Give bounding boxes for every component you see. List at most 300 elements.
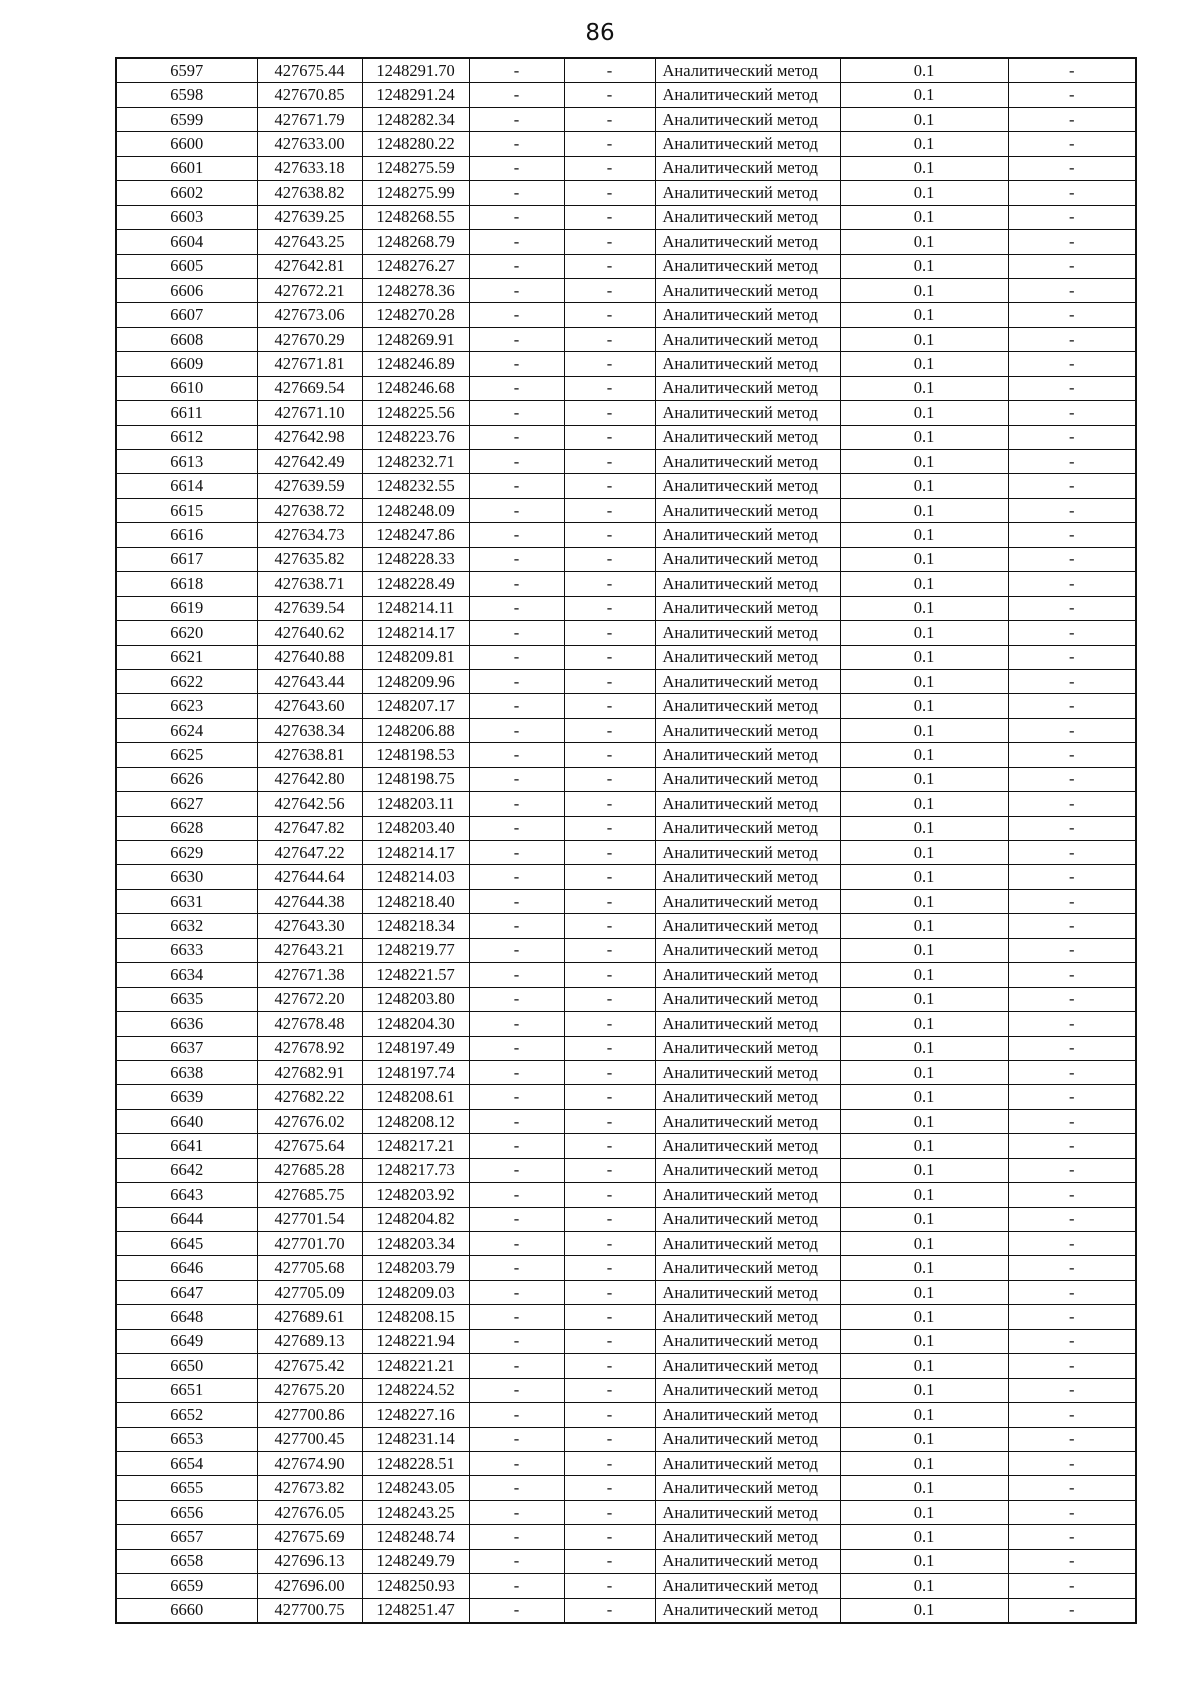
empty-value-cell: - [564, 938, 655, 962]
table-row [116, 743, 1136, 767]
x-coordinate-cell: 427678.92 [257, 1036, 362, 1060]
empty-value-cell: - [1008, 596, 1136, 620]
method-cell: Аналитический метод [655, 621, 840, 645]
y-coordinate-cell: 1248291.70 [362, 58, 469, 83]
method-cell: Аналитический метод [655, 278, 840, 302]
empty-value-cell: - [1008, 352, 1136, 376]
empty-value-cell: - [1008, 816, 1136, 840]
empty-value-cell: - [564, 230, 655, 254]
empty-value-cell: - [564, 254, 655, 278]
empty-value-cell: - [469, 1598, 564, 1623]
empty-value-cell: - [1008, 474, 1136, 498]
method-cell: Аналитический метод [655, 498, 840, 522]
point-number-cell: 6613 [116, 450, 257, 474]
x-coordinate-cell: 427643.60 [257, 694, 362, 718]
point-number-cell: 6660 [116, 1598, 257, 1623]
x-coordinate-cell: 427642.56 [257, 792, 362, 816]
x-coordinate-cell: 427696.13 [257, 1549, 362, 1573]
empty-value-cell: - [469, 1525, 564, 1549]
precision-cell: 0.1 [840, 841, 1008, 865]
y-coordinate-cell: 1248208.12 [362, 1109, 469, 1133]
method-cell: Аналитический метод [655, 327, 840, 351]
empty-value-cell: - [1008, 107, 1136, 131]
method-cell: Аналитический метод [655, 1280, 840, 1304]
precision-cell: 0.1 [840, 230, 1008, 254]
empty-value-cell: - [564, 572, 655, 596]
precision-cell: 0.1 [840, 938, 1008, 962]
point-number-cell: 6619 [116, 596, 257, 620]
method-cell: Аналитический метод [655, 889, 840, 913]
x-coordinate-cell: 427682.22 [257, 1085, 362, 1109]
x-coordinate-cell: 427647.82 [257, 816, 362, 840]
x-coordinate-cell: 427639.59 [257, 474, 362, 498]
point-number-cell: 6604 [116, 230, 257, 254]
point-number-cell: 6640 [116, 1109, 257, 1133]
empty-value-cell: - [1008, 425, 1136, 449]
method-cell: Аналитический метод [655, 401, 840, 425]
x-coordinate-cell: 427639.25 [257, 205, 362, 229]
empty-value-cell: - [564, 1183, 655, 1207]
table-row [116, 58, 1136, 83]
x-coordinate-cell: 427705.68 [257, 1256, 362, 1280]
x-coordinate-cell: 427638.71 [257, 572, 362, 596]
empty-value-cell: - [1008, 1354, 1136, 1378]
empty-value-cell: - [564, 792, 655, 816]
empty-value-cell: - [1008, 1232, 1136, 1256]
empty-value-cell: - [1008, 1256, 1136, 1280]
y-coordinate-cell: 1248249.79 [362, 1549, 469, 1573]
table-row [116, 1598, 1136, 1623]
empty-value-cell: - [1008, 1549, 1136, 1573]
precision-cell: 0.1 [840, 865, 1008, 889]
method-cell: Аналитический метод [655, 450, 840, 474]
table-row [116, 1134, 1136, 1158]
y-coordinate-cell: 1248218.34 [362, 914, 469, 938]
point-number-cell: 6645 [116, 1232, 257, 1256]
table-row [116, 1305, 1136, 1329]
precision-cell: 0.1 [840, 1476, 1008, 1500]
point-number-cell: 6602 [116, 181, 257, 205]
empty-value-cell: - [564, 205, 655, 229]
empty-value-cell: - [469, 1305, 564, 1329]
point-number-cell: 6635 [116, 987, 257, 1011]
precision-cell: 0.1 [840, 1305, 1008, 1329]
precision-cell: 0.1 [840, 1500, 1008, 1524]
y-coordinate-cell: 1248248.74 [362, 1525, 469, 1549]
empty-value-cell: - [1008, 1134, 1136, 1158]
table-row [116, 156, 1136, 180]
x-coordinate-cell: 427672.20 [257, 987, 362, 1011]
x-coordinate-cell: 427670.29 [257, 327, 362, 351]
table-row [116, 1256, 1136, 1280]
y-coordinate-cell: 1248206.88 [362, 718, 469, 742]
point-number-cell: 6659 [116, 1574, 257, 1598]
table-row [116, 914, 1136, 938]
empty-value-cell: - [469, 1500, 564, 1524]
precision-cell: 0.1 [840, 523, 1008, 547]
empty-value-cell: - [564, 865, 655, 889]
point-number-cell: 6651 [116, 1378, 257, 1402]
method-cell: Аналитический метод [655, 1500, 840, 1524]
y-coordinate-cell: 1248221.21 [362, 1354, 469, 1378]
x-coordinate-cell: 427678.48 [257, 1012, 362, 1036]
empty-value-cell: - [469, 327, 564, 351]
empty-value-cell: - [1008, 523, 1136, 547]
empty-value-cell: - [1008, 694, 1136, 718]
precision-cell: 0.1 [840, 303, 1008, 327]
precision-cell: 0.1 [840, 1354, 1008, 1378]
empty-value-cell: - [564, 1500, 655, 1524]
table-row [116, 1280, 1136, 1304]
empty-value-cell: - [564, 1256, 655, 1280]
precision-cell: 0.1 [840, 1280, 1008, 1304]
precision-cell: 0.1 [840, 889, 1008, 913]
point-number-cell: 6654 [116, 1451, 257, 1475]
method-cell: Аналитический метод [655, 938, 840, 962]
empty-value-cell: - [469, 498, 564, 522]
method-cell: Аналитический метод [655, 1305, 840, 1329]
point-number-cell: 6623 [116, 694, 257, 718]
table-row [116, 107, 1136, 131]
x-coordinate-cell: 427696.00 [257, 1574, 362, 1598]
method-cell: Аналитический метод [655, 107, 840, 131]
point-number-cell: 6626 [116, 767, 257, 791]
point-number-cell: 6598 [116, 83, 257, 107]
x-coordinate-cell: 427635.82 [257, 547, 362, 571]
empty-value-cell: - [1008, 1280, 1136, 1304]
y-coordinate-cell: 1248232.71 [362, 450, 469, 474]
method-cell: Аналитический метод [655, 352, 840, 376]
x-coordinate-cell: 427700.45 [257, 1427, 362, 1451]
y-coordinate-cell: 1248204.30 [362, 1012, 469, 1036]
empty-value-cell: - [564, 1451, 655, 1475]
empty-value-cell: - [469, 669, 564, 693]
empty-value-cell: - [469, 914, 564, 938]
y-coordinate-cell: 1248231.14 [362, 1427, 469, 1451]
empty-value-cell: - [1008, 767, 1136, 791]
table-row [116, 767, 1136, 791]
x-coordinate-cell: 427689.13 [257, 1329, 362, 1353]
point-number-cell: 6601 [116, 156, 257, 180]
y-coordinate-cell: 1248270.28 [362, 303, 469, 327]
precision-cell: 0.1 [840, 596, 1008, 620]
table-row [116, 1403, 1136, 1427]
point-number-cell: 6610 [116, 376, 257, 400]
method-cell: Аналитический метод [655, 58, 840, 83]
empty-value-cell: - [469, 523, 564, 547]
point-number-cell: 6631 [116, 889, 257, 913]
y-coordinate-cell: 1248217.73 [362, 1158, 469, 1182]
y-coordinate-cell: 1248198.53 [362, 743, 469, 767]
empty-value-cell: - [1008, 1109, 1136, 1133]
x-coordinate-cell: 427633.18 [257, 156, 362, 180]
method-cell: Аналитический метод [655, 303, 840, 327]
x-coordinate-cell: 427642.49 [257, 450, 362, 474]
method-cell: Аналитический метод [655, 1207, 840, 1231]
method-cell: Аналитический метод [655, 1574, 840, 1598]
empty-value-cell: - [469, 1158, 564, 1182]
point-number-cell: 6647 [116, 1280, 257, 1304]
empty-value-cell: - [469, 743, 564, 767]
empty-value-cell: - [469, 181, 564, 205]
empty-value-cell: - [469, 1427, 564, 1451]
y-coordinate-cell: 1248204.82 [362, 1207, 469, 1231]
empty-value-cell: - [564, 841, 655, 865]
point-number-cell: 6650 [116, 1354, 257, 1378]
empty-value-cell: - [469, 1549, 564, 1573]
y-coordinate-cell: 1248228.33 [362, 547, 469, 571]
method-cell: Аналитический метод [655, 547, 840, 571]
y-coordinate-cell: 1248203.34 [362, 1232, 469, 1256]
method-cell: Аналитический метод [655, 1036, 840, 1060]
table-row [116, 1500, 1136, 1524]
empty-value-cell: - [469, 1378, 564, 1402]
precision-cell: 0.1 [840, 743, 1008, 767]
empty-value-cell: - [469, 1109, 564, 1133]
empty-value-cell: - [1008, 132, 1136, 156]
y-coordinate-cell: 1248214.11 [362, 596, 469, 620]
method-cell: Аналитический метод [655, 1134, 840, 1158]
empty-value-cell: - [1008, 1476, 1136, 1500]
x-coordinate-cell: 427676.02 [257, 1109, 362, 1133]
y-coordinate-cell: 1248223.76 [362, 425, 469, 449]
empty-value-cell: - [564, 1012, 655, 1036]
empty-value-cell: - [1008, 58, 1136, 83]
x-coordinate-cell: 427675.20 [257, 1378, 362, 1402]
y-coordinate-cell: 1248268.55 [362, 205, 469, 229]
point-number-cell: 6639 [116, 1085, 257, 1109]
x-coordinate-cell: 427701.54 [257, 1207, 362, 1231]
method-cell: Аналитический метод [655, 1232, 840, 1256]
empty-value-cell: - [469, 792, 564, 816]
method-cell: Аналитический метод [655, 156, 840, 180]
y-coordinate-cell: 1248275.99 [362, 181, 469, 205]
empty-value-cell: - [1008, 914, 1136, 938]
empty-value-cell: - [564, 816, 655, 840]
table-row [116, 1451, 1136, 1475]
y-coordinate-cell: 1248197.49 [362, 1036, 469, 1060]
point-number-cell: 6625 [116, 743, 257, 767]
precision-cell: 0.1 [840, 1109, 1008, 1133]
empty-value-cell: - [1008, 889, 1136, 913]
method-cell: Аналитический метод [655, 718, 840, 742]
precision-cell: 0.1 [840, 1232, 1008, 1256]
y-coordinate-cell: 1248246.68 [362, 376, 469, 400]
method-cell: Аналитический метод [655, 645, 840, 669]
empty-value-cell: - [469, 156, 564, 180]
y-coordinate-cell: 1248214.17 [362, 621, 469, 645]
empty-value-cell: - [564, 1060, 655, 1084]
point-number-cell: 6620 [116, 621, 257, 645]
empty-value-cell: - [1008, 376, 1136, 400]
x-coordinate-cell: 427647.22 [257, 841, 362, 865]
point-number-cell: 6630 [116, 865, 257, 889]
empty-value-cell: - [469, 547, 564, 571]
table-row [116, 645, 1136, 669]
table-row [116, 1329, 1136, 1353]
empty-value-cell: - [564, 1158, 655, 1182]
y-coordinate-cell: 1248251.47 [362, 1598, 469, 1623]
point-number-cell: 6612 [116, 425, 257, 449]
empty-value-cell: - [564, 1280, 655, 1304]
empty-value-cell: - [469, 1232, 564, 1256]
x-coordinate-cell: 427675.69 [257, 1525, 362, 1549]
table-row [116, 1427, 1136, 1451]
coordinates-table-container [115, 57, 1135, 1624]
empty-value-cell: - [469, 1451, 564, 1475]
empty-value-cell: - [469, 230, 564, 254]
point-number-cell: 6599 [116, 107, 257, 131]
empty-value-cell: - [1008, 792, 1136, 816]
precision-cell: 0.1 [840, 425, 1008, 449]
empty-value-cell: - [564, 156, 655, 180]
precision-cell: 0.1 [840, 1183, 1008, 1207]
empty-value-cell: - [1008, 1403, 1136, 1427]
precision-cell: 0.1 [840, 963, 1008, 987]
empty-value-cell: - [564, 1232, 655, 1256]
point-number-cell: 6638 [116, 1060, 257, 1084]
table-row [116, 327, 1136, 351]
table-row [116, 278, 1136, 302]
empty-value-cell: - [469, 645, 564, 669]
table-row [116, 1232, 1136, 1256]
empty-value-cell: - [1008, 572, 1136, 596]
empty-value-cell: - [1008, 401, 1136, 425]
x-coordinate-cell: 427673.82 [257, 1476, 362, 1500]
empty-value-cell: - [1008, 841, 1136, 865]
empty-value-cell: - [469, 865, 564, 889]
method-cell: Аналитический метод [655, 83, 840, 107]
point-number-cell: 6621 [116, 645, 257, 669]
y-coordinate-cell: 1248243.25 [362, 1500, 469, 1524]
table-row [116, 792, 1136, 816]
empty-value-cell: - [1008, 278, 1136, 302]
y-coordinate-cell: 1248203.79 [362, 1256, 469, 1280]
table-row [116, 474, 1136, 498]
empty-value-cell: - [469, 1329, 564, 1353]
x-coordinate-cell: 427643.44 [257, 669, 362, 693]
precision-cell: 0.1 [840, 1574, 1008, 1598]
x-coordinate-cell: 427675.64 [257, 1134, 362, 1158]
x-coordinate-cell: 427672.21 [257, 278, 362, 302]
empty-value-cell: - [1008, 547, 1136, 571]
empty-value-cell: - [469, 963, 564, 987]
empty-value-cell: - [1008, 1598, 1136, 1623]
coordinates-table-body [116, 58, 1136, 1623]
empty-value-cell: - [1008, 1085, 1136, 1109]
method-cell: Аналитический метод [655, 914, 840, 938]
empty-value-cell: - [564, 278, 655, 302]
point-number-cell: 6616 [116, 523, 257, 547]
method-cell: Аналитический метод [655, 572, 840, 596]
y-coordinate-cell: 1248217.21 [362, 1134, 469, 1158]
y-coordinate-cell: 1248221.57 [362, 963, 469, 987]
precision-cell: 0.1 [840, 205, 1008, 229]
table-row [116, 1354, 1136, 1378]
empty-value-cell: - [564, 523, 655, 547]
point-number-cell: 6657 [116, 1525, 257, 1549]
method-cell: Аналитический метод [655, 1451, 840, 1475]
point-number-cell: 6633 [116, 938, 257, 962]
x-coordinate-cell: 427633.00 [257, 132, 362, 156]
empty-value-cell: - [469, 1207, 564, 1231]
precision-cell: 0.1 [840, 694, 1008, 718]
method-cell: Аналитический метод [655, 205, 840, 229]
x-coordinate-cell: 427671.81 [257, 352, 362, 376]
table-row [116, 1207, 1136, 1231]
precision-cell: 0.1 [840, 156, 1008, 180]
empty-value-cell: - [564, 450, 655, 474]
table-row [116, 83, 1136, 107]
table-row [116, 816, 1136, 840]
empty-value-cell: - [1008, 1329, 1136, 1353]
method-cell: Аналитический метод [655, 1183, 840, 1207]
precision-cell: 0.1 [840, 669, 1008, 693]
method-cell: Аналитический метод [655, 1158, 840, 1182]
method-cell: Аналитический метод [655, 865, 840, 889]
empty-value-cell: - [469, 889, 564, 913]
empty-value-cell: - [1008, 938, 1136, 962]
empty-value-cell: - [1008, 1183, 1136, 1207]
precision-cell: 0.1 [840, 1085, 1008, 1109]
y-coordinate-cell: 1248280.22 [362, 132, 469, 156]
precision-cell: 0.1 [840, 474, 1008, 498]
y-coordinate-cell: 1248247.86 [362, 523, 469, 547]
x-coordinate-cell: 427701.70 [257, 1232, 362, 1256]
empty-value-cell: - [1008, 1207, 1136, 1231]
empty-value-cell: - [469, 425, 564, 449]
y-coordinate-cell: 1248207.17 [362, 694, 469, 718]
empty-value-cell: - [564, 181, 655, 205]
empty-value-cell: - [1008, 303, 1136, 327]
x-coordinate-cell: 427685.75 [257, 1183, 362, 1207]
precision-cell: 0.1 [840, 376, 1008, 400]
empty-value-cell: - [564, 1354, 655, 1378]
precision-cell: 0.1 [840, 58, 1008, 83]
x-coordinate-cell: 427642.80 [257, 767, 362, 791]
x-coordinate-cell: 427638.72 [257, 498, 362, 522]
point-number-cell: 6609 [116, 352, 257, 376]
empty-value-cell: - [564, 621, 655, 645]
empty-value-cell: - [564, 547, 655, 571]
empty-value-cell: - [1008, 156, 1136, 180]
x-coordinate-cell: 427675.44 [257, 58, 362, 83]
empty-value-cell: - [1008, 963, 1136, 987]
point-number-cell: 6632 [116, 914, 257, 938]
empty-value-cell: - [469, 621, 564, 645]
table-row [116, 425, 1136, 449]
empty-value-cell: - [564, 107, 655, 131]
empty-value-cell: - [469, 841, 564, 865]
y-coordinate-cell: 1248224.52 [362, 1378, 469, 1402]
empty-value-cell: - [469, 1036, 564, 1060]
empty-value-cell: - [564, 1109, 655, 1133]
empty-value-cell: - [469, 816, 564, 840]
y-coordinate-cell: 1248227.16 [362, 1403, 469, 1427]
x-coordinate-cell: 427640.88 [257, 645, 362, 669]
empty-value-cell: - [1008, 645, 1136, 669]
method-cell: Аналитический метод [655, 596, 840, 620]
table-row [116, 230, 1136, 254]
precision-cell: 0.1 [840, 1134, 1008, 1158]
table-row [116, 889, 1136, 913]
precision-cell: 0.1 [840, 1012, 1008, 1036]
y-coordinate-cell: 1248203.92 [362, 1183, 469, 1207]
empty-value-cell: - [469, 1403, 564, 1427]
empty-value-cell: - [469, 694, 564, 718]
table-row [116, 718, 1136, 742]
point-number-cell: 6634 [116, 963, 257, 987]
